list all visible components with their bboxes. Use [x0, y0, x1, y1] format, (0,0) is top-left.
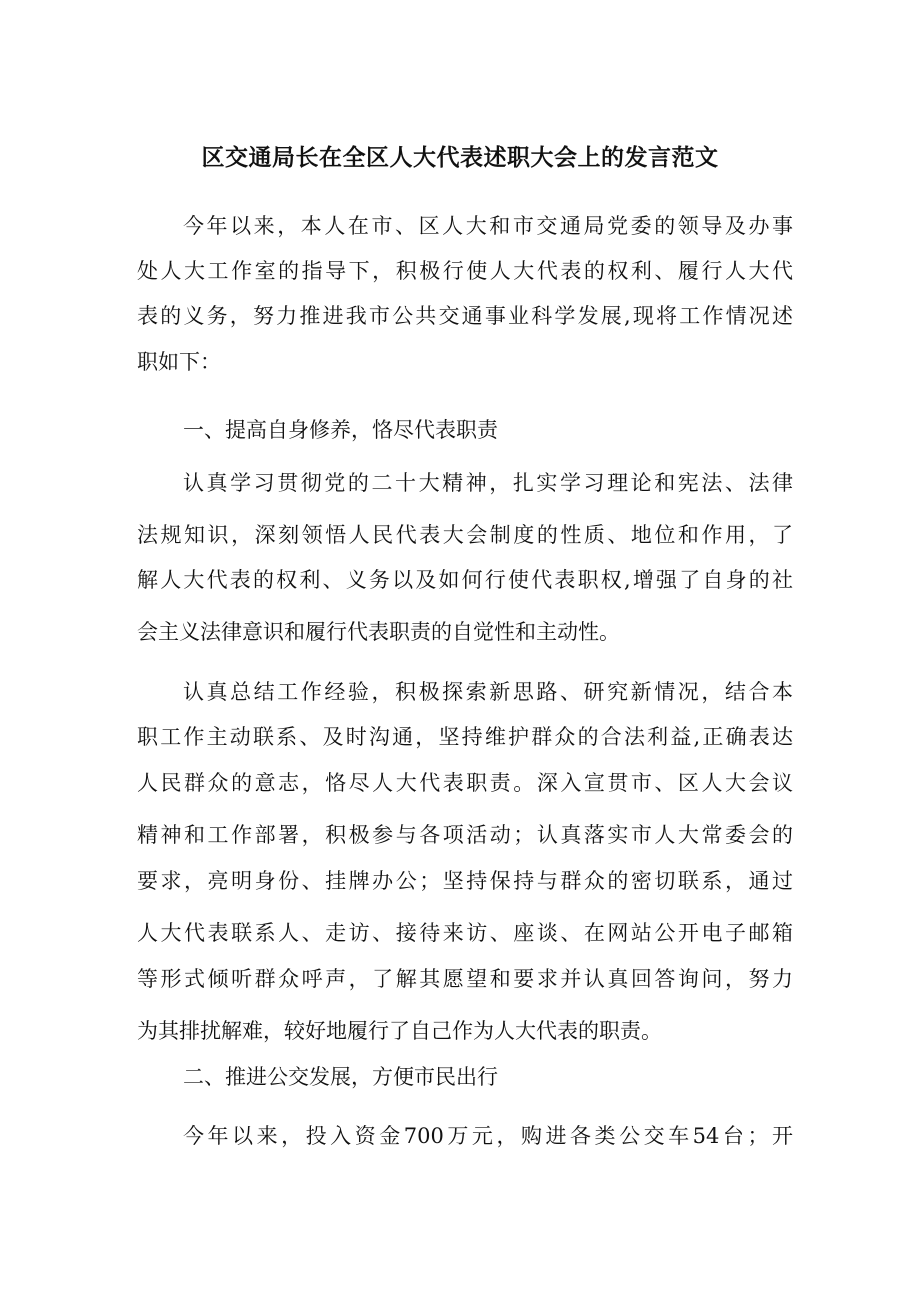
- paragraph-line: 处人大工作室的指导下，积极行使人大代表的权利、履行人大代: [137, 259, 793, 283]
- paragraph-line: 等形式倾听群众呼声，了解其愿望和要求并认真回答询问，努力: [137, 967, 793, 991]
- paragraph-line: 今年以来，投入资金700万元，购进各类公交车54台；开: [183, 1124, 793, 1148]
- paragraph-line: 表的义务，努力推进我市公共交通事业科学发展,现将工作情况述: [137, 304, 793, 328]
- section-heading: 二、推进公交发展，方便市民出行: [183, 1065, 498, 1089]
- paragraph-line: 认真学习贯彻党的二十大精神，扎实学习理论和宪法、法律: [183, 471, 793, 495]
- paragraph-line: 法规知识，深刻领悟人民代表大会制度的性质、地位和作用，了: [137, 523, 793, 547]
- paragraph-line: 精神和工作部署，积极参与各项活动；认真落实市人大常委会的: [137, 823, 793, 847]
- paragraph-line: 会主义法律意识和履行代表职责的自觉性和主动性。: [137, 620, 620, 644]
- section-heading: 一、提高自身修养，恪尽代表职责: [183, 418, 498, 442]
- paragraph-line: 今年以来，本人在市、区人大和市交通局党委的领导及办事: [183, 214, 793, 238]
- paragraph-line: 认真总结工作经验，积极探索新思路、研究新情况，结合本: [183, 680, 793, 704]
- document-title: 区交通局长在全区人大代表述职大会上的发言范文: [201, 145, 719, 171]
- paragraph-line: 职如下：: [137, 350, 221, 374]
- paragraph-line: 人大代表联系人、走访、接待来访、座谈、在网站公开电子邮箱: [137, 921, 793, 945]
- paragraph-line: 要求，亮明身份、挂牌办公；坚持保持与群众的密切联系，通过: [137, 869, 793, 893]
- paragraph-line: 解人大代表的权利、义务以及如何行使代表职权,增强了自身的社: [137, 568, 793, 592]
- paragraph-line: 人民群众的意志，恪尽人大代表职责。深入宣贯市、区人大会议: [137, 771, 793, 795]
- paragraph-line: 职工作主动联系、及时沟通，坚持维护群众的合法利益,正确表达: [137, 725, 793, 749]
- paragraph-line: 为其排扰解难，较好地履行了自己作为人大代表的职责。: [137, 1019, 662, 1043]
